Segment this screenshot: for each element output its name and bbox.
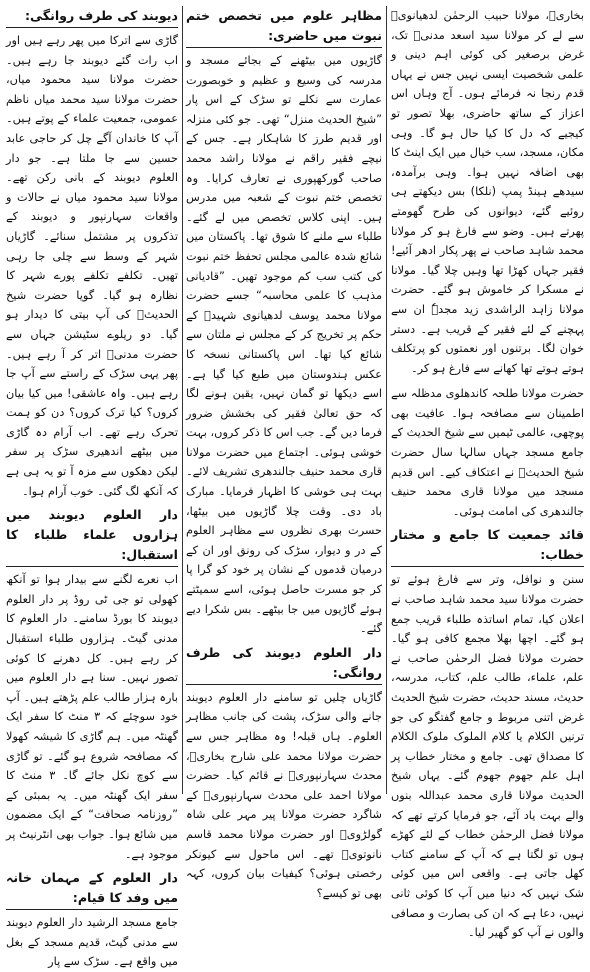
column-divider [386, 6, 387, 794]
section-heading: دار العلوم کے مہمان خانہ میں وفد کا قیام: [6, 868, 178, 910]
article-paragraph: گاڑی سے اترکا میں پھر رہے ہیں اور اب رات گئے دیوبند جا رہے ہیں۔ حضرت مولانا سید محمود میاں، حضرت مولانا سید محمد میاں ناظم عمومی، جمعیت علماء کے پوتے ہیں۔ آپ کا خاندان آگے چل کر حاجی عابد حسین سے جا ملتا ہے۔ جو دار العلوم دیوبند کے بانی رکن تھے۔ مولانا سید محمود میاں نے حالات و واقعات سہارنپور و دیوبند کے تذکروں پر مشتمل سنائے۔ گاڑیاں شہر کے وسط سے چلی جا رہی تھیں۔ تکلفے تکلفے پورے شہر کا نظارہ ہو گیا۔ گویا حضرت شیخ الحدیثؒ کی آپ بیتی کا دیدار ہو گیا۔ دو ریلوے سٹیشن جہاں سے حضرت مدنیؒ اتر کر آ رہے ہیں۔ پھر یہی سڑک کے راستے سے آپ جا رہے ہیں۔ واہ عاشقی! میں کیا بیان کروں؟ کیا ترک کروں؟ دن کو ہمت تحرک رہے تھے۔ اب آرام دہ گاڑی میں بیٹھے اندھیری سڑک پر سفر لیکن دھکوں سے مزہ آ تو یہ ہی ہے کہ آنکھ لگ گئی۔ خوب آرام ہوا۔ [6, 34, 178, 498]
section-heading: مظاہر علوم میں تخصص ختم نبوت میں حاضری: [186, 6, 382, 48]
column-right [391, 6, 584, 940]
article-paragraph: بخاریؒ، مولانا حبیب الرحمٰن لدھیانویؒ سے لے کر مولانا سید اسعد مدنیؒ تک، غرض برصغیر کی کوئی اہم دینی و علمی شخصیت ایسی نہیں جس نے یہاں قدم رنجا نہ فرمائے ہوں۔ آج وہاں اس اعزاز کے ساتھ حاضری، بھلا تصور تو کیجیے کہ دل کا کیا حال ہو گا۔ وہی مکان، مسجد، سب خیال میں ایک اینٹ کا بھی اضافہ نہیں ہوا۔ وہی برآمدہ، سیدھے ہینڈ پمپ (نلکا) بس دیکھتے ہی روئیے گئے، دیوانوں کی طرح گھومتے پھرتے ہیں۔ وضو سے فارغ ہو کر مولانا محمد شاہد صاحب نے پھر پکار ادھر آئیے! فقیر جہاں کھڑا تھا وہیں چلا گیا۔ مولانا نے مسکرا کر خاموش ہو گئے۔ حضرت مولانا زاہد الراشدی زید مجدہٗ ان سے پہچنے کے لئے فقیر کے قریب ہے۔ دستر خوان لگا۔ برتنوں اور نعمتوں کو پرتکلف ہوتے ہوتے تھا کھانے سے فارغ ہو کر۔ [391, 9, 584, 375]
column-divider [182, 6, 183, 794]
section-heading: دیوبند کی طرف روانگی: [6, 6, 178, 28]
section-heading: دار العلوم دیوبند میں ہزاروں علماء طلباء کا استقبال: [6, 505, 178, 567]
section-heading: دار العلوم دیوبند کی طرف روانگی: [186, 643, 382, 685]
article-paragraph: اب نعرے لگنے سے بیدار ہوا تو آنکھ کھولی تو جی ٹی روڈ پر دار العلوم دیوبند کا بورڈ سامنے۔ دار العلوم کا مدنی گیٹ۔ ہزاروں طلباء استقبال کر رہے ہیں۔ کل دھرنے کا کوئی تصور نہیں۔ سنا ہے دار العلوم میں بارہ ہزار طالب علم پڑھتے ہیں۔ آپ خود سوچئے کہ ۳ منٹ کا سفر ایک گھنٹہ میں۔ ہم گاڑی کا شیشہ کھولا کہ مصافحہ شروع ہو گئے۔ تو گاڑی سے کوچ نکل جائے گا۔ ۳ منٹ کا سفر ایک گھنٹہ میں۔ یہ بمبئی کے ”روزنامہ صحافت“ کے ایک مضمون میں شائع ہوا۔ جواب بھی انٹرنیٹ پر موجود ہے۔ [6, 573, 179, 861]
article-paragraph: گاڑیوں میں بیٹھنے کے بجائے مسجد و مدرسہ کی وسیع و عظیم و خوبصورت عمارت سے نکلے تو سڑک کے اس پار ”شیخ الحدیث منزل“ تھی۔ جو کئی منزلہ اور قدیم طرز کا شاہکار ہے۔ جس کے نیچے فقیر راقم نے مولانا راشد محمد صاحب گورکھپوری نے تعارف کرایا۔ وہ تخصص ختم نبوت کے شعبہ میں مدرس ہیں۔ اپنی کلاس تخصص میں لے گئے۔ طلباء سے ملنے کا شوق تھا۔ پاکستان میں شائع شدہ عالمی مجلس تحفظ ختم نبوت کی کتب سب کم موجود تھیں۔ ”قادیانی مذہب کا علمی محاسبہ“ جسے حضرت مولانا محمد یوسف لدھیانوی شہیدؒ کے حکم پر تخریج کر کے مجلس نے ملتان سے شائع کیا تھا۔ اس پاکستانی نسخہ کا عکس ہندوستان میں طبع کیا گیا ہے۔ اسے دیکھا تو گمان نہیں، یقین ہونے لگا کہ حق تعالیٰ فقیر کی بخشش ضرور فرما دیں گے۔ جب اس کا ذکر کروں، بہت خوشی ہوئی۔ اجتماع میں حضرت مولانا قاری محمد حنیف جالندھری تشریف لائے۔ بہت ہی خوشی کا اظہار فرمایا۔ مبارک باد دی۔ وقت چلا گاڑیوں میں بیٹھا، حسرت بھری نظروں سے مظاہر العلوم کے در و دیوار، سڑک کی رونق اور ان کے درمیان قدموں کے نشان پر خود کو گرا پا کر جو مسرت حاصل ہوئی، اسے سمیٹتے ہوئے گاڑیوں میں جا بیٹھے۔ بس شکرا دیے گئے۔ [186, 54, 382, 636]
article-paragraph: گاڑیاں چلیں تو سامنے دار العلوم دیوبند جانے والی سڑک، پشت کی جانب مظاہر العلوم۔ ہاں قبلہ! وہ مظاہر جس سے حضرت مولانا محمد علی شارح بخاریؒ، محدث سہارنپوریؒ نے قائم کیا۔ حضرت مولانا احمد علی محدث سہارنپوریؒ کے شاگرد حضرت مولانا پیر مہر علی شاہ گولڑویؒ اور حضرت مولانا محمد قاسم نانوتویؒ تھے۔ اس ماحول سے کیونکر رخصتی ہوئی؟ کیفیات بیان کروں، کہہ بھی تو کیسے؟ [186, 690, 382, 900]
column-left [6, 6, 179, 969]
article-paragraph: جامع مسجد الرشید دار العلوم دیوبند سے مدنی گیٹ، قدیم مسجد کے بغل میں واقع ہے۔ سڑک سے پار [6, 916, 178, 969]
section-heading: قائد جمعیت کا جامع و مختار خطاب: [391, 525, 584, 567]
article-paragraph: سنن و نوافل، وتر سے فارغ ہوئے تو حضرت مولانا سید محمد شاہد صاحب نے اعلان کیا، تمام اساتذہ طلباء قریب جمع ہو گئے۔ اچھا بھلا مجمع کافی ہو گیا۔ حضرت مولانا فضل الرحمٰن صاحب نے علم، علماء، طالب علم، کتاب، مدرسہ، حدیث، مسند حدیث، حضرت شیخ الحدیث غرض اتنی مربوط و جامع گفتگو کی جو ترنیں الکلام یا کلام الملوک ملوک الکلام کا مصداق تھی۔ جامع و مختار خطاب پر اہل علم جھوم جھوم گئے۔ یہاں شیخ الحدیث مولانا قاری محمد عبداللہ بنوں والے بہت یاد آئے، جو فرمایا کرتے تھے کہ مولانا فضل الرحمٰن خطاب کے لئے کھڑے ہوں تو لگتا ہے کہ آپ کے سامنے کتاب کھل جاتی ہے۔ واقعی اس میں کوئی شک نہیں کہ دنیا میں آپ کا کوئی ثانی نہیں، دعا ہے کہ ان کی بصارت و مصافی والوں نے آپ کو گھیر لیا۔ [391, 573, 584, 940]
article-paragraph: حضرت مولانا طلحہ کاندھلوی مدظلہ سے اطمینان سے مصافحہ ہوا۔ عافیت بھی پوچھی، عالمی ٹیمیں سے شیخ الحدیث کے جامع مسجد جہاں سالہا سال حضرت شیخ الحدیثؒ نے اعتکاف کیے۔ اس قدیم مسجد میں مولانا قاری محمد حنیف جالندھری کی امامت ہوئی۔ [391, 387, 584, 518]
column-middle [186, 6, 382, 900]
